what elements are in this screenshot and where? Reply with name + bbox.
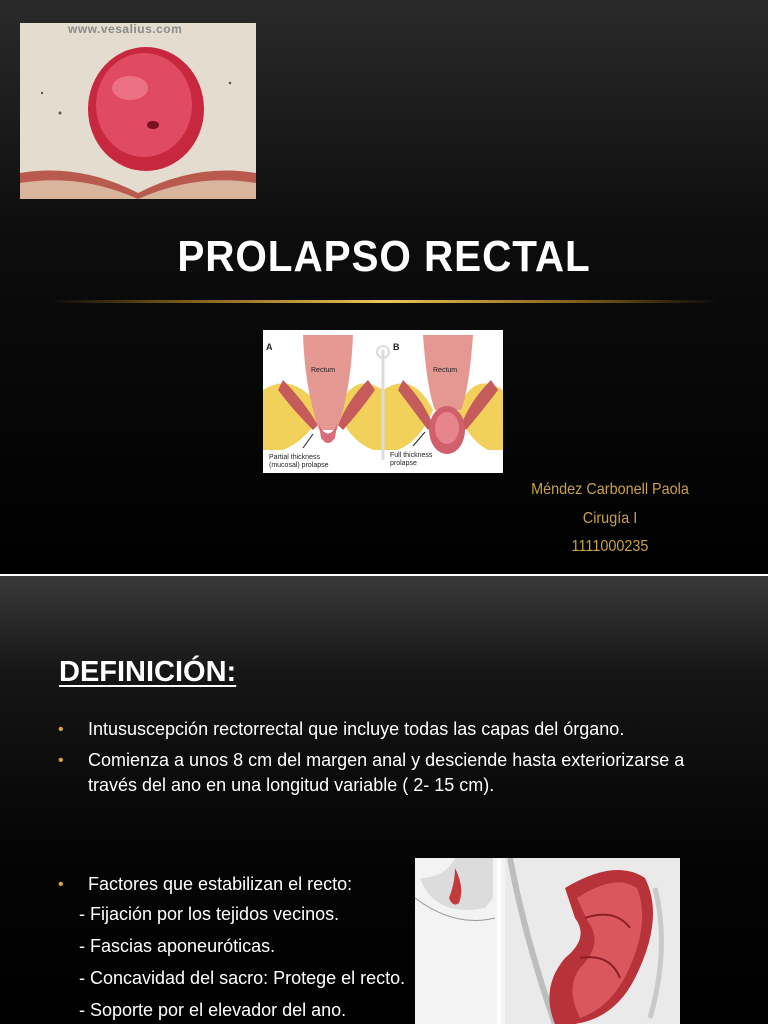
sub-item-3: - Concavidad del sacro: Protege el recto. <box>79 968 406 988</box>
bullet-marker: • <box>58 752 64 769</box>
bullet-item-2 <box>58 748 708 798</box>
panel-b-letter: B <box>393 342 400 352</box>
definition-heading: DEFINICIÓN: <box>59 656 237 688</box>
bullet-text: Factores que estabilizan el recto: <box>88 874 353 894</box>
author-id: 1111000235 <box>571 538 649 555</box>
author-name: Méndez Carbonell Paola <box>531 481 689 498</box>
clinical-photo-drawing <box>20 23 256 199</box>
prolapse-diagram <box>263 330 503 473</box>
bullet-marker: • <box>58 876 64 893</box>
rectum-anatomy-illustration <box>415 858 680 1024</box>
prolapse-diagram-drawing <box>263 330 503 473</box>
title-divider <box>50 300 718 303</box>
caption-b-line2: prolapse <box>390 460 417 467</box>
clinical-photo <box>20 23 256 199</box>
rectum-label-b: Rectum <box>433 367 458 374</box>
bullet-item-3 <box>58 872 388 897</box>
bullet-text: Intususcepción rectorrectal que incluye todas las capas del órgano. <box>88 719 625 739</box>
caption-b-line1: Full thickness <box>390 452 433 459</box>
author-course: Cirugía I <box>582 510 638 527</box>
sub-item-2: - Fascias aponeuróticas. <box>79 936 276 956</box>
bullet-item-1 <box>58 717 708 742</box>
caption-a-line1: Partial thickness <box>269 454 320 461</box>
panel-a-letter: A <box>266 342 273 352</box>
bullet-text: Comienza a unos 8 cm del margen anal y desciende hasta exteriorizarse a través del ano en una longitud variable ( 2- 15 cm). <box>88 750 685 795</box>
rectum-label-a: Rectum <box>311 367 336 374</box>
bullet-marker: • <box>58 721 64 738</box>
anatomy-drawing <box>415 858 680 1024</box>
watermark-text: www.vesalius.com <box>68 23 183 36</box>
sub-item-1: - Fijación por los tejidos vecinos. <box>79 904 340 924</box>
slide-title: PROLAPSO RECTAL <box>177 232 591 281</box>
caption-a-line2: (mucosal) prolapse <box>269 462 329 469</box>
sub-item-4: - Soporte por el elevador del ano. <box>79 1000 347 1020</box>
